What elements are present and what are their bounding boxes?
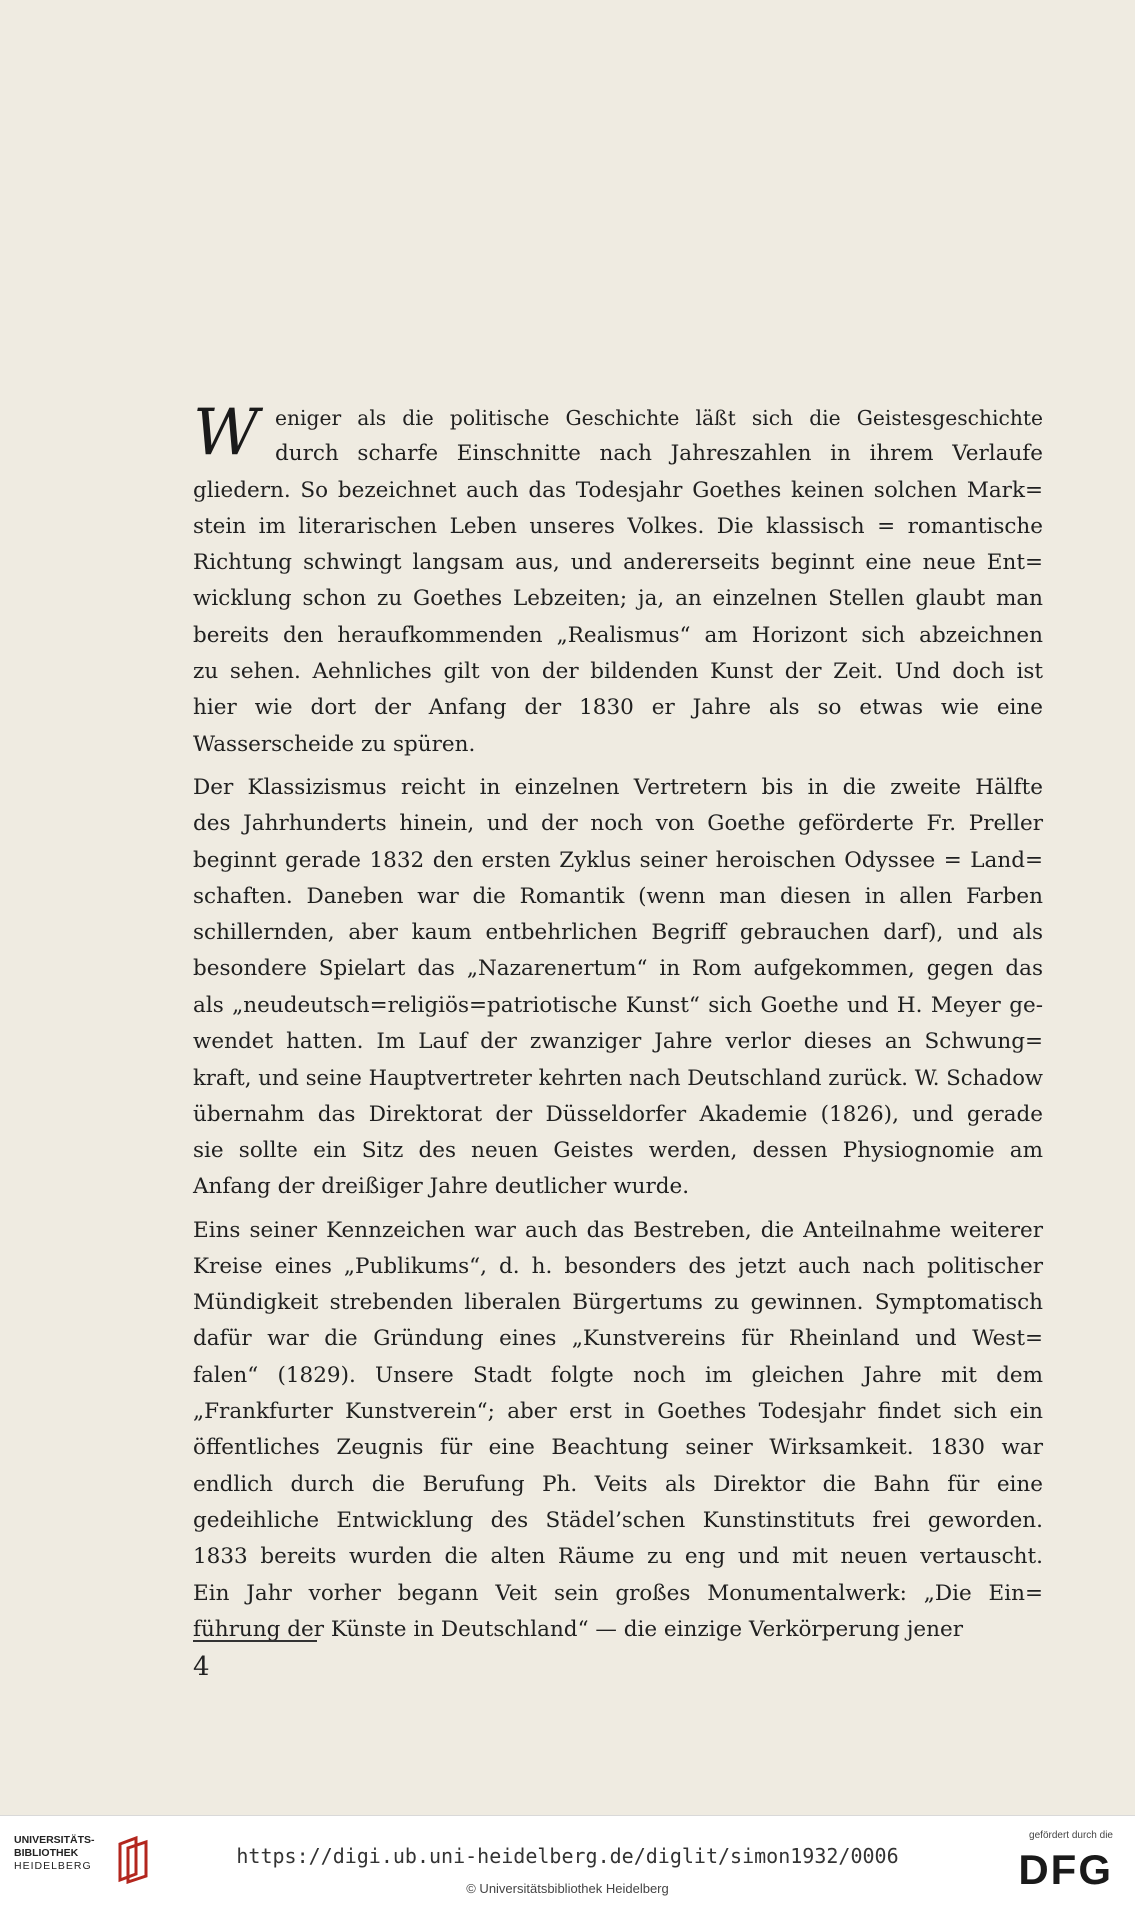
text-line: stein im literarischen Leben unseres Volkes. Die klassisch = romantische [193, 513, 1043, 539]
text-line: durch scharfe Einschnitte nach Jahreszahlen in ihrem Verlaufe [275, 441, 1043, 467]
text-line: endlich durch die Berufung Ph. Veits als Direktor die Bahn für eine [193, 1471, 1043, 1497]
paragraph [193, 770, 1043, 1206]
text-line: hier wie dort der Anfang der 1830 er Jahre als so etwas wie eine [193, 695, 1043, 721]
text-line: 1833 bereits wurden die alten Räume zu eng und mit neuen vertauscht. [193, 1544, 1043, 1570]
text-line: Eins seiner Kennzeichen war auch das Bestreben, die Anteilnahme weiterer [193, 1217, 1043, 1243]
text-line: gliedern. So bezeichnet auch das Todesjahr Goethes keinen solchen Mark= [193, 477, 1043, 503]
text-line: des Jahrhunderts hinein, und der noch von Goethe geförderte Fr. Preller [193, 811, 1043, 837]
viewer-footer [0, 1815, 1135, 1909]
text-line: zu sehen. Aehnliches gilt von der bildenden Kunst der Zeit. Und doch ist [193, 659, 1043, 685]
text-line: Mündigkeit strebenden liberalen Bürgertums zu gewinnen. Symptomatisch [193, 1290, 1043, 1316]
text-line: Kreise eines „Publikums“, d. h. besonders des jetzt auch nach politischer [193, 1253, 1043, 1279]
library-logo-line1: UNIVERSITÄTS- [14, 1834, 95, 1846]
text-line: Richtung schwingt langsam aus, und andererseits beginnt eine neue Ent= [193, 550, 1043, 576]
text-line: kraft, und seine Hauptvertreter kehrten nach Deutschland zurück. W. Schadow [193, 1065, 1043, 1091]
text-line: Ein Jahr vorher begann Veit sein großes Monumentalwerk: „Die Ein= [193, 1580, 1043, 1606]
text-line: wicklung schon zu Goethes Lebzeiten; ja, an einzelnen Stellen glaubt man [193, 586, 1043, 612]
text-line: dafür war die Gründung eines „Kunstvereins für Rheinland und West= [193, 1326, 1043, 1352]
library-logo-line2: BIBLIOTHEK [14, 1847, 79, 1859]
text-line: bereits den heraufkommenden „Realismus“ am Horizont sich abzeichnen [193, 622, 1043, 648]
text-line: „Frankfurter Kunstverein“; aber erst in Goethes Todesjahr findet sich ein [193, 1399, 1043, 1425]
text-line: führung der Künste in Deutschland“ — die einzige Verkörperung jener [193, 1616, 963, 1642]
text-line: als „neudeutsch=religiös=patriotische Kunst“ sich Goethe und H. Meyer ge- [193, 992, 1043, 1018]
page-number: 4 [193, 1652, 210, 1682]
footnote-rule [193, 1640, 317, 1642]
copyright-notice: © Universitätsbibliothek Heidelberg [466, 1881, 669, 1896]
body-text [193, 396, 1043, 1655]
dfg-logo[interactable]: DFG [1018, 1846, 1113, 1893]
paragraph [193, 1213, 1043, 1649]
text-line: schillernden, aber kaum entbehrlichen Begriff gebrauchen darf), und als [193, 920, 1043, 946]
text-line: beginnt gerade 1832 den ersten Zyklus seiner heroischen Odyssee = Land= [193, 847, 1043, 873]
permalink-url[interactable]: https://digi.ub.uni-heidelberg.de/diglit/simon1932/0006 [236, 1844, 899, 1868]
text-line: Der Klassizismus reicht in einzelnen Vertretern bis in die zweite Hälfte [193, 774, 1043, 800]
text-line: Wasserscheide zu spüren. [193, 731, 476, 757]
text-line: gedeihliche Entwicklung des Städel’schen Kunstinstituts frei geworden. [193, 1507, 1043, 1533]
library-logo-line3: HEIDELBERG [14, 1860, 92, 1872]
drop-cap: W [193, 396, 259, 470]
text-line: sie sollte ein Sitz des neuen Geistes werden, dessen Physiognomie am [193, 1137, 1043, 1163]
text-line: Anfang der dreißiger Jahre deutlicher wurde. [193, 1174, 690, 1200]
text-line: öffentliches Zeugnis für eine Beachtung seiner Wirksamkeit. 1830 war [193, 1435, 1043, 1461]
text-line: besondere Spielart das „Nazarenertum“ in Rom aufgekommen, gegen das [193, 956, 1043, 982]
text-line: schaften. Daneben war die Romantik (wenn man diesen in allen Farben [193, 883, 1043, 909]
paragraph [193, 396, 1043, 763]
text-line: übernahm das Direktorat der Düsseldorfer Akademie (1826), und gerade [193, 1101, 1043, 1127]
sponsor-note: gefördert durch die [1029, 1830, 1113, 1841]
text-line: falen“ (1829). Unsere Stadt folgte noch im gleichen Jahre mit dem [193, 1362, 1043, 1388]
text-line: wendet hatten. Im Lauf der zwanziger Jahre verlor dieses an Schwung= [193, 1029, 1043, 1055]
text-line: eniger als die politische Geschichte läßt sich die Geistesgeschichte [275, 406, 1043, 430]
